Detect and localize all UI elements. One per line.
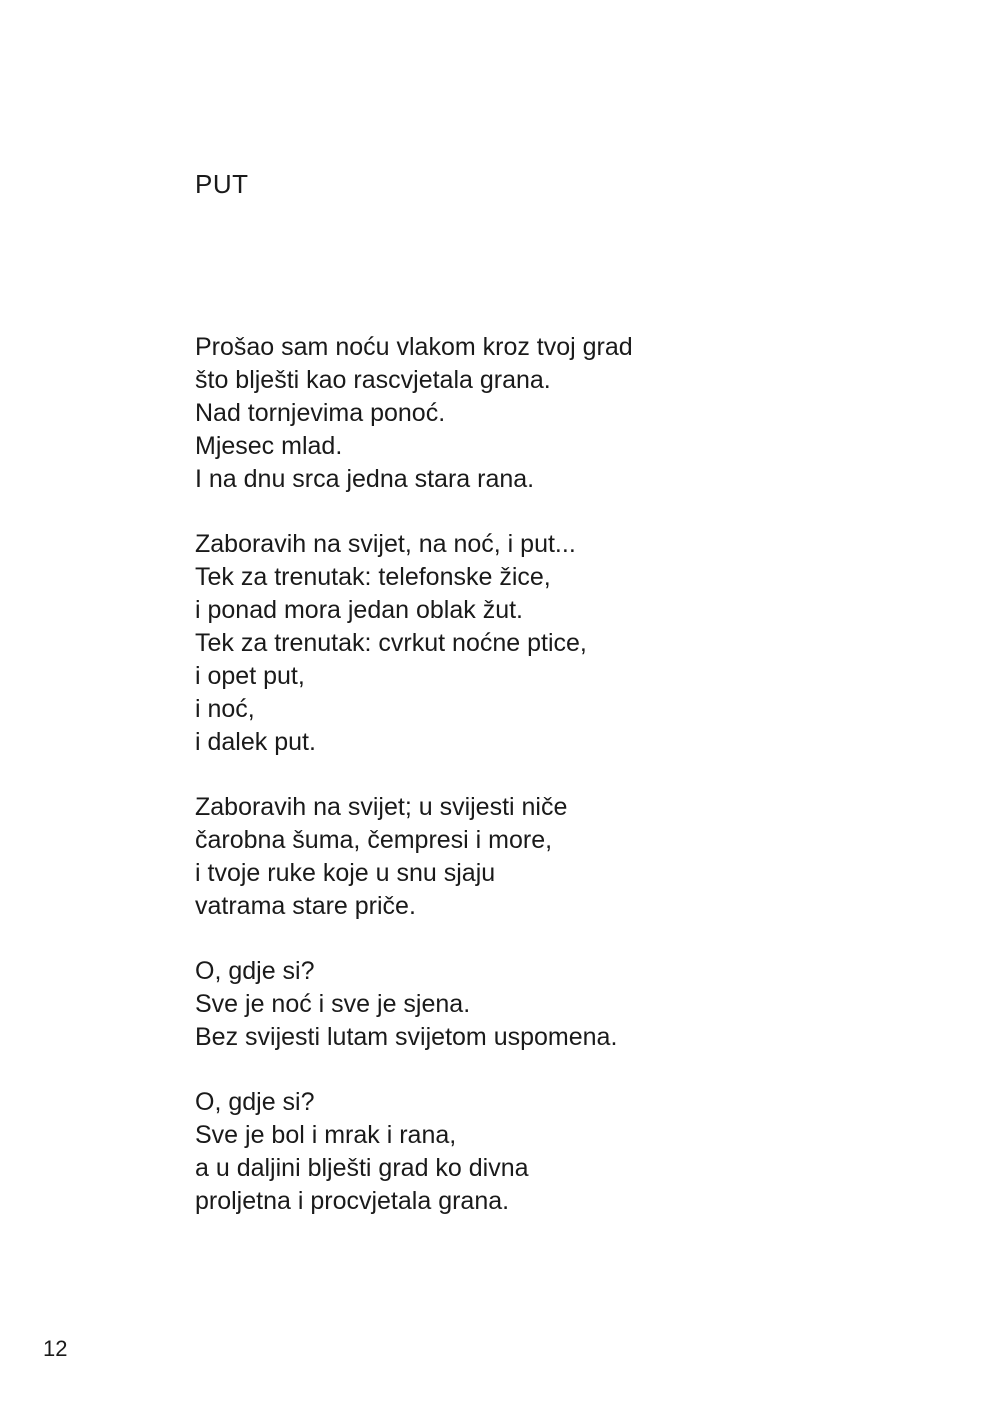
verse-line: Prošao sam noću vlakom kroz tvoj grad [195, 333, 633, 361]
verse-line: Tek za trenutak: cvrkut noćne ptice, [195, 629, 587, 657]
verse-line: Zaboravih na svijet, na noć, i put... [195, 530, 576, 558]
verse-line: proljetna i procvjetala grana. [195, 1187, 510, 1215]
verse-line: Zaboravih na svijet; u svijesti niče [195, 793, 568, 821]
stanza-5 [195, 1086, 915, 1218]
verse-line: I na dnu srca jedna stara rana. [195, 465, 535, 493]
verse-line: O, gdje si? [195, 1088, 315, 1116]
stanza-3 [195, 791, 915, 923]
stanza-2 [195, 528, 915, 759]
verse-line: i tvoje ruke koje u snu sjaju [195, 859, 496, 887]
verse-line: a u daljini blješti grad ko divna [195, 1154, 529, 1182]
poem-title: PUT [195, 169, 249, 199]
verse-line: Tek za trenutak: telefonske žice, [195, 563, 551, 591]
verse-line: čarobna šuma, čempresi i more, [195, 826, 553, 854]
page-number: 12 [43, 1336, 68, 1361]
verse-line: Bez svijesti lutam svijetom uspomena. [195, 1023, 618, 1051]
verse-line: i opet put, [195, 662, 305, 690]
verse-line: Nad tornjevima ponoć. [195, 399, 446, 427]
verse-line: Mjesec mlad. [195, 432, 343, 460]
verse-line: Sve je bol i mrak i rana, [195, 1121, 457, 1149]
verse-line: Sve je noć i sve je sjena. [195, 990, 471, 1018]
stanza-4 [195, 955, 915, 1054]
verse-line: i dalek put. [195, 728, 316, 756]
verse-line: i ponad mora jedan oblak žut. [195, 596, 523, 624]
verse-line: što blješti kao rascvjetala grana. [195, 366, 551, 394]
poem-body [195, 331, 915, 1250]
verse-line: O, gdje si? [195, 957, 315, 985]
verse-line: i noć, [195, 695, 255, 723]
stanza-1 [195, 331, 915, 496]
verse-line: vatrama stare priče. [195, 892, 416, 920]
